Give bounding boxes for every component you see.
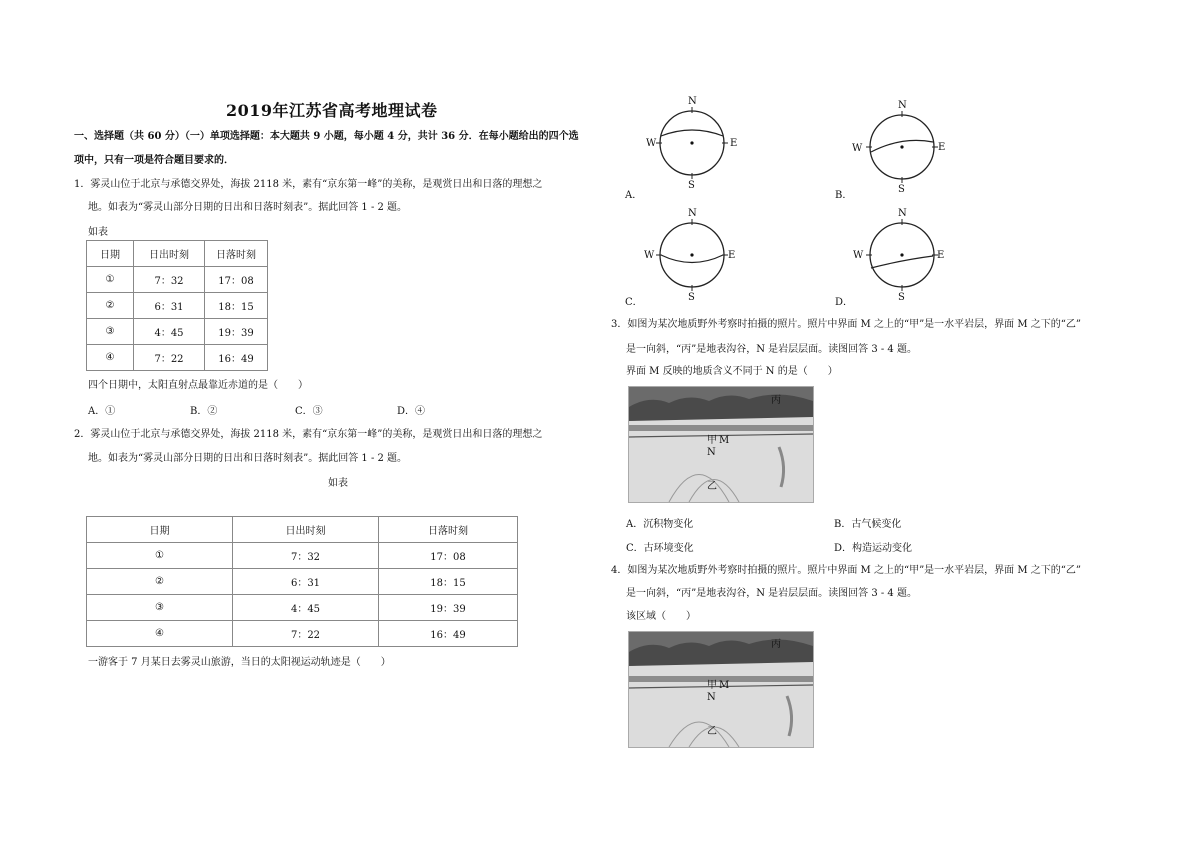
q1-text-line1: 1．雾灵山位于北京与承德交界处，海拔 2118 米，素有“京东第一峰”的美称，是观赏日出和日落的理想之	[74, 179, 543, 190]
section-header-line2: 项中，只有一项是符合题目要求的．	[74, 155, 234, 166]
q1-option-b[interactable]: B．②	[190, 406, 218, 417]
globe-a-s: S	[688, 180, 695, 191]
table-cell: 4：45	[134, 319, 205, 345]
table-cell: 17：08	[379, 543, 518, 569]
q1-header-sunrise: 日出时刻	[134, 241, 205, 267]
page-title: 2019年江苏省高考地理试卷	[226, 101, 438, 120]
q4-text-line1: 4．如图为某次地质野外考察时拍摄的照片。照片中界面 M 之上的“甲”是一水平岩层，界面 M 之下的“乙”	[611, 565, 1082, 576]
q3-option-d[interactable]: D．构造运动变化	[834, 543, 913, 554]
globe-d-e: E	[937, 250, 945, 261]
q3-option-a[interactable]: A．沉积物变化	[626, 519, 694, 530]
table-cell: 19：39	[205, 319, 268, 345]
globe-d-n: N	[898, 208, 907, 219]
q3-label-m: M	[719, 435, 730, 446]
table-cell: 19：39	[379, 595, 518, 621]
table-cell: 7：22	[134, 345, 205, 371]
q2-text-line1: 2．雾灵山位于北京与承德交界处，海拔 2118 米，素有“京东第一峰”的美称，是观赏日出和日落的理想之	[74, 429, 543, 440]
globe-b-n: N	[898, 100, 907, 111]
globe-c-w: W	[644, 250, 655, 261]
q3-text-line2: 是一向斜，“丙”是地表沟谷，N 是岩层层面。读图回答 3 - 4 题。	[626, 344, 917, 355]
globe-c-e: E	[728, 250, 736, 261]
globe-a-e: E	[730, 138, 738, 149]
table-cell: 4：45	[233, 595, 379, 621]
q1-text-line2: 地。如表为“雾灵山部分日期的日出和日落时刻表”。据此回答 1 - 2 题。	[88, 202, 408, 213]
table-cell: 7：32	[134, 267, 205, 293]
q2-header-sunset: 日落时刻	[379, 517, 518, 543]
q4-stem: 该区域（ ）	[626, 611, 696, 622]
table-cell: 16：49	[379, 621, 518, 647]
table-cell: 18：15	[379, 569, 518, 595]
q4-label-yi: 乙	[707, 726, 717, 737]
table-cell: ①	[87, 267, 134, 293]
q3-label-n: N	[707, 447, 716, 458]
table-cell: ③	[87, 319, 134, 345]
q3-label-yi: 乙	[707, 481, 717, 492]
q1-header-date: 日期	[87, 241, 134, 267]
table-cell: ④	[87, 345, 134, 371]
q2-table	[86, 516, 518, 647]
q3-text-line1: 3．如图为某次地质野外考察时拍摄的照片。照片中界面 M 之上的“甲”是一水平岩层，界面 M 之下的“乙”	[611, 319, 1082, 330]
globe-option-d[interactable]: D．	[835, 297, 854, 308]
table-cell: 7：22	[233, 621, 379, 647]
table-cell: 6：31	[134, 293, 205, 319]
globe-c-s: S	[688, 292, 695, 303]
globe-d-w: W	[853, 250, 864, 261]
q3-label-bing: 丙	[771, 395, 781, 406]
globe-option-a[interactable]: A．	[625, 190, 643, 201]
globe-b-s: S	[898, 184, 905, 195]
q1-option-c[interactable]: C．③	[295, 406, 323, 417]
q1-table	[86, 240, 268, 371]
q4-label-jia: 甲	[707, 680, 717, 691]
table-cell: 16：49	[205, 345, 268, 371]
q2-stem: 一游客于 7 月某日去雾灵山旅游，当日的太阳视运动轨迹是（ ）	[88, 657, 391, 668]
q4-label-n: N	[707, 692, 716, 703]
table-cell: ④	[87, 621, 233, 647]
q3-stem: 界面 M 反映的地质含义不同于 N 的是（ ）	[626, 366, 838, 377]
q1-option-a[interactable]: A．①	[88, 406, 116, 417]
q4-text-line2: 是一向斜，“丙”是地表沟谷，N 是岩层层面。读图回答 3 - 4 题。	[626, 588, 917, 599]
q4-label-bing: 丙	[771, 639, 781, 650]
globe-c-n: N	[688, 208, 697, 219]
table-cell: 6：31	[233, 569, 379, 595]
table-cell: ①	[87, 543, 233, 569]
globe-a-n: N	[688, 96, 697, 107]
section-header-line1: 一、选择题（共 60 分）（一）单项选择题：本大题共 9 小题，每小题 4 分，共计 36 分．在每小题给出的四个选	[74, 131, 579, 142]
globe-b-e: E	[938, 142, 946, 153]
globe-option-c[interactable]: C．	[625, 297, 643, 308]
globe-diagram-a	[652, 96, 742, 190]
q1-stem: 四个日期中，太阳直射点最靠近赤道的是（ ）	[88, 380, 308, 391]
q2-text-line2: 地。如表为“雾灵山部分日期的日出和日落时刻表”。据此回答 1 - 2 题。	[88, 453, 408, 464]
globe-option-b[interactable]: B．	[835, 190, 853, 201]
q2-header-sunrise: 日出时刻	[233, 517, 379, 543]
table-cell: 17：08	[205, 267, 268, 293]
globe-b-w: W	[852, 143, 863, 154]
q4-label-m: M	[719, 680, 730, 691]
q1-header-sunset: 日落时刻	[205, 241, 268, 267]
q2-header-date: 日期	[87, 517, 233, 543]
q1-option-d[interactable]: D．④	[397, 406, 426, 417]
q3-option-b[interactable]: B．古气候变化	[834, 519, 902, 530]
table-cell: ②	[87, 293, 134, 319]
q3-label-jia: 甲	[707, 435, 717, 446]
q1-table-caption: 如表	[88, 227, 108, 238]
table-cell: 7：32	[233, 543, 379, 569]
table-cell: ②	[87, 569, 233, 595]
table-cell: 18：15	[205, 293, 268, 319]
globe-d-s: S	[898, 292, 905, 303]
q3-option-c[interactable]: C．古环境变化	[626, 543, 694, 554]
table-cell: ③	[87, 595, 233, 621]
globe-a-svg	[652, 96, 742, 190]
globe-a-w: W	[646, 138, 657, 149]
q2-table-caption: 如表	[328, 478, 348, 489]
